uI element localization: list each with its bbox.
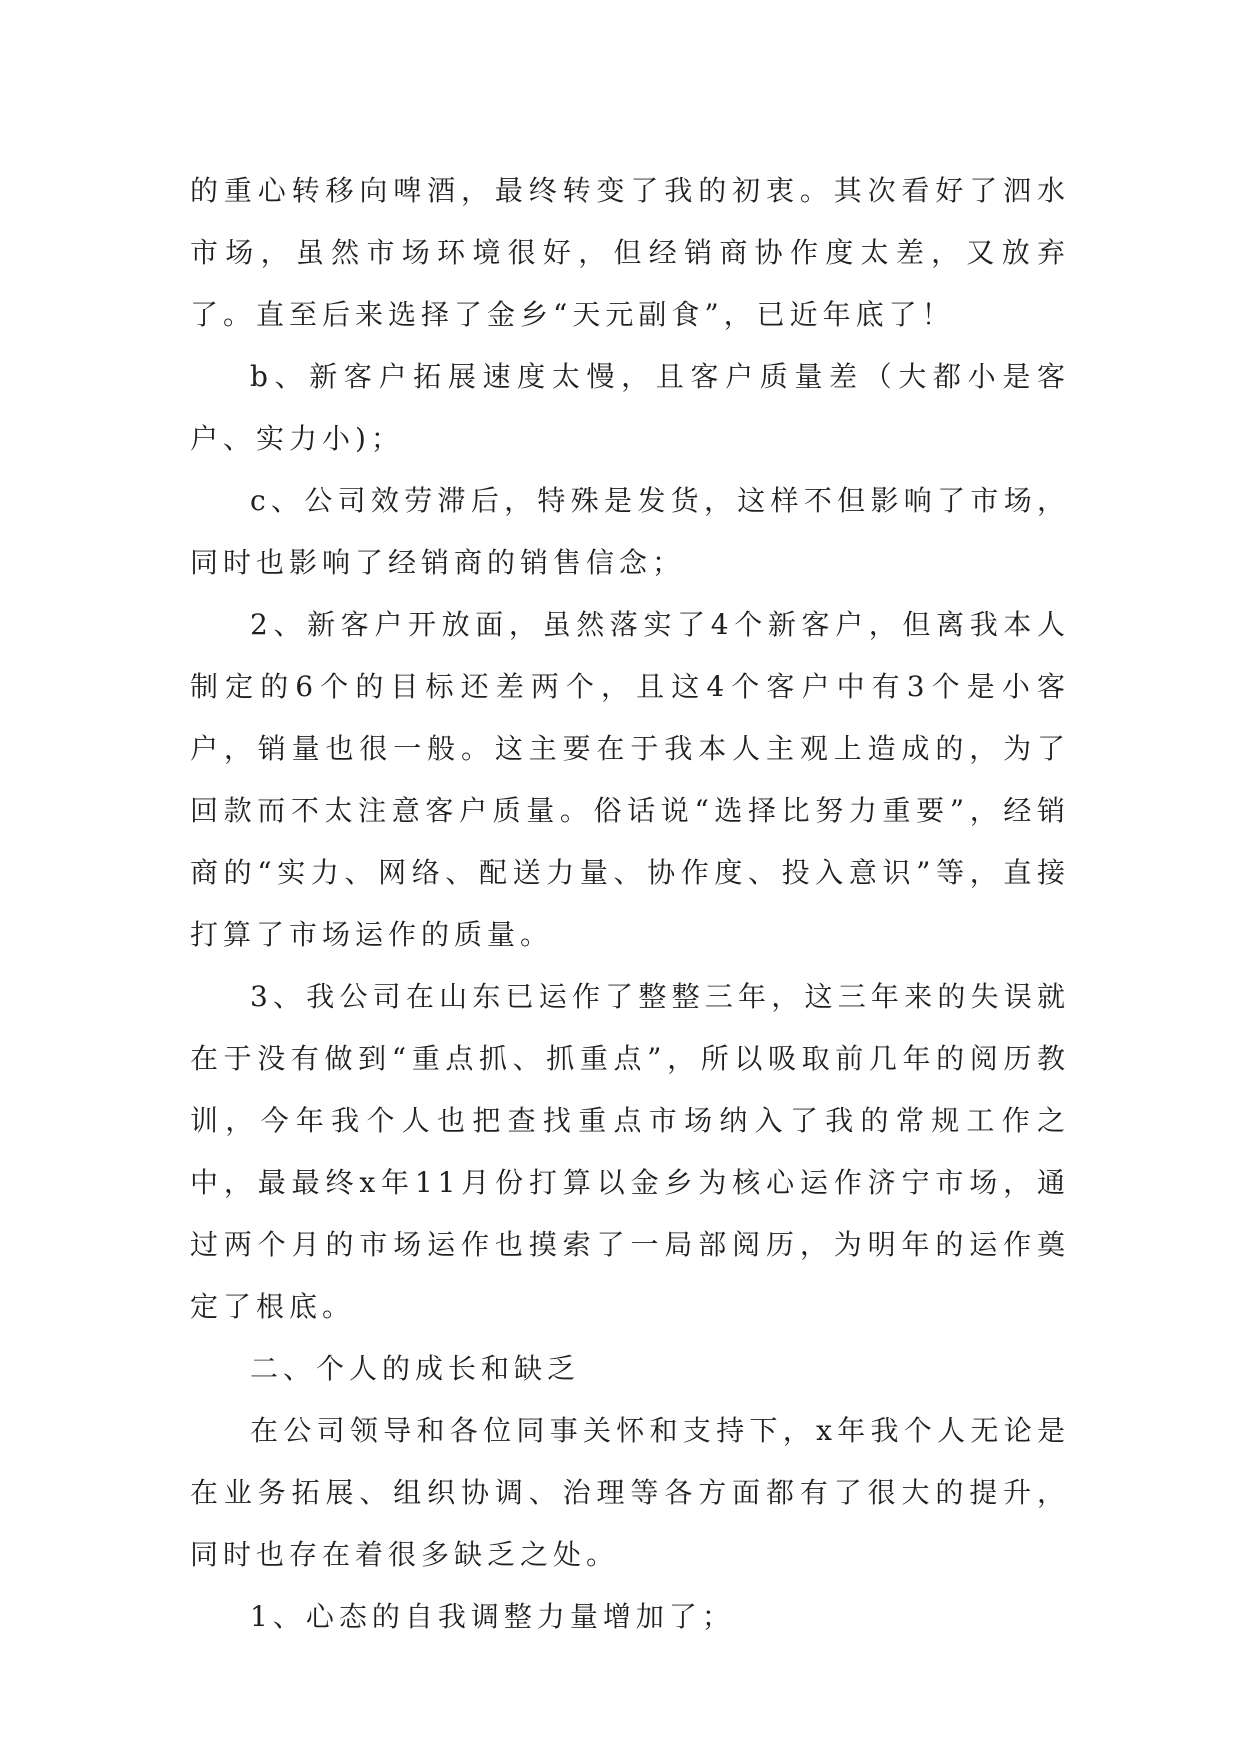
paragraph-intro: 在公司领导和各位同事关怀和支持下，x年我个人无论是在业务拓展、组织协调、治理等各方面都有了很大的提升，同时也存在着很多缺乏之处。	[190, 1414, 1070, 1571]
document-body	[190, 160, 1070, 1648]
paragraph-item-c: c、公司效劳滞后，特殊是发货，这样不但影响了市场，同时也影响了经销商的销售信念；	[190, 484, 1070, 579]
paragraph-item-2: 2、新客户开放面，虽然落实了4个新客户，但离我本人制定的6个的目标还差两个，且这4个客户中有3个是小客户，销量也很一般。这主要在于我本人主观上造成的，为了回款而不太注意客户质量。俗话说“选择比努力重要”，经销商的“实力、网络、配送力量、协作度、投入意识”等，直接打算了市场运作的质量。	[190, 608, 1070, 951]
paragraph-item-b: b、新客户拓展速度太慢，且客户质量差（大都小是客户、实力小)；	[190, 360, 1070, 455]
section-heading: 二、个人的成长和缺乏	[250, 1352, 581, 1385]
paragraph-continuation: 的重心转移向啤酒，最终转变了我的初衷。其次看好了泗水市场，虽然市场环境很好，但经销商协作度太差，又放弃了。直至后来选择了金乡“天元副食”，已近年底了！	[190, 174, 1070, 331]
paragraph-item-3: 3、我公司在山东已运作了整整三年，这三年来的失误就在于没有做到“重点抓、抓重点”，所以吸取前几年的阅历教训，今年我个人也把查找重点市场纳入了我的常规工作之中，最最终x年11月份打算以金乡为核心运作济宁市场，通过两个月的市场运作也摸索了一局部阅历，为明年的运作奠定了根底。	[190, 980, 1070, 1323]
paragraph-item-1: 1、心态的自我调整力量增加了；	[250, 1600, 735, 1633]
